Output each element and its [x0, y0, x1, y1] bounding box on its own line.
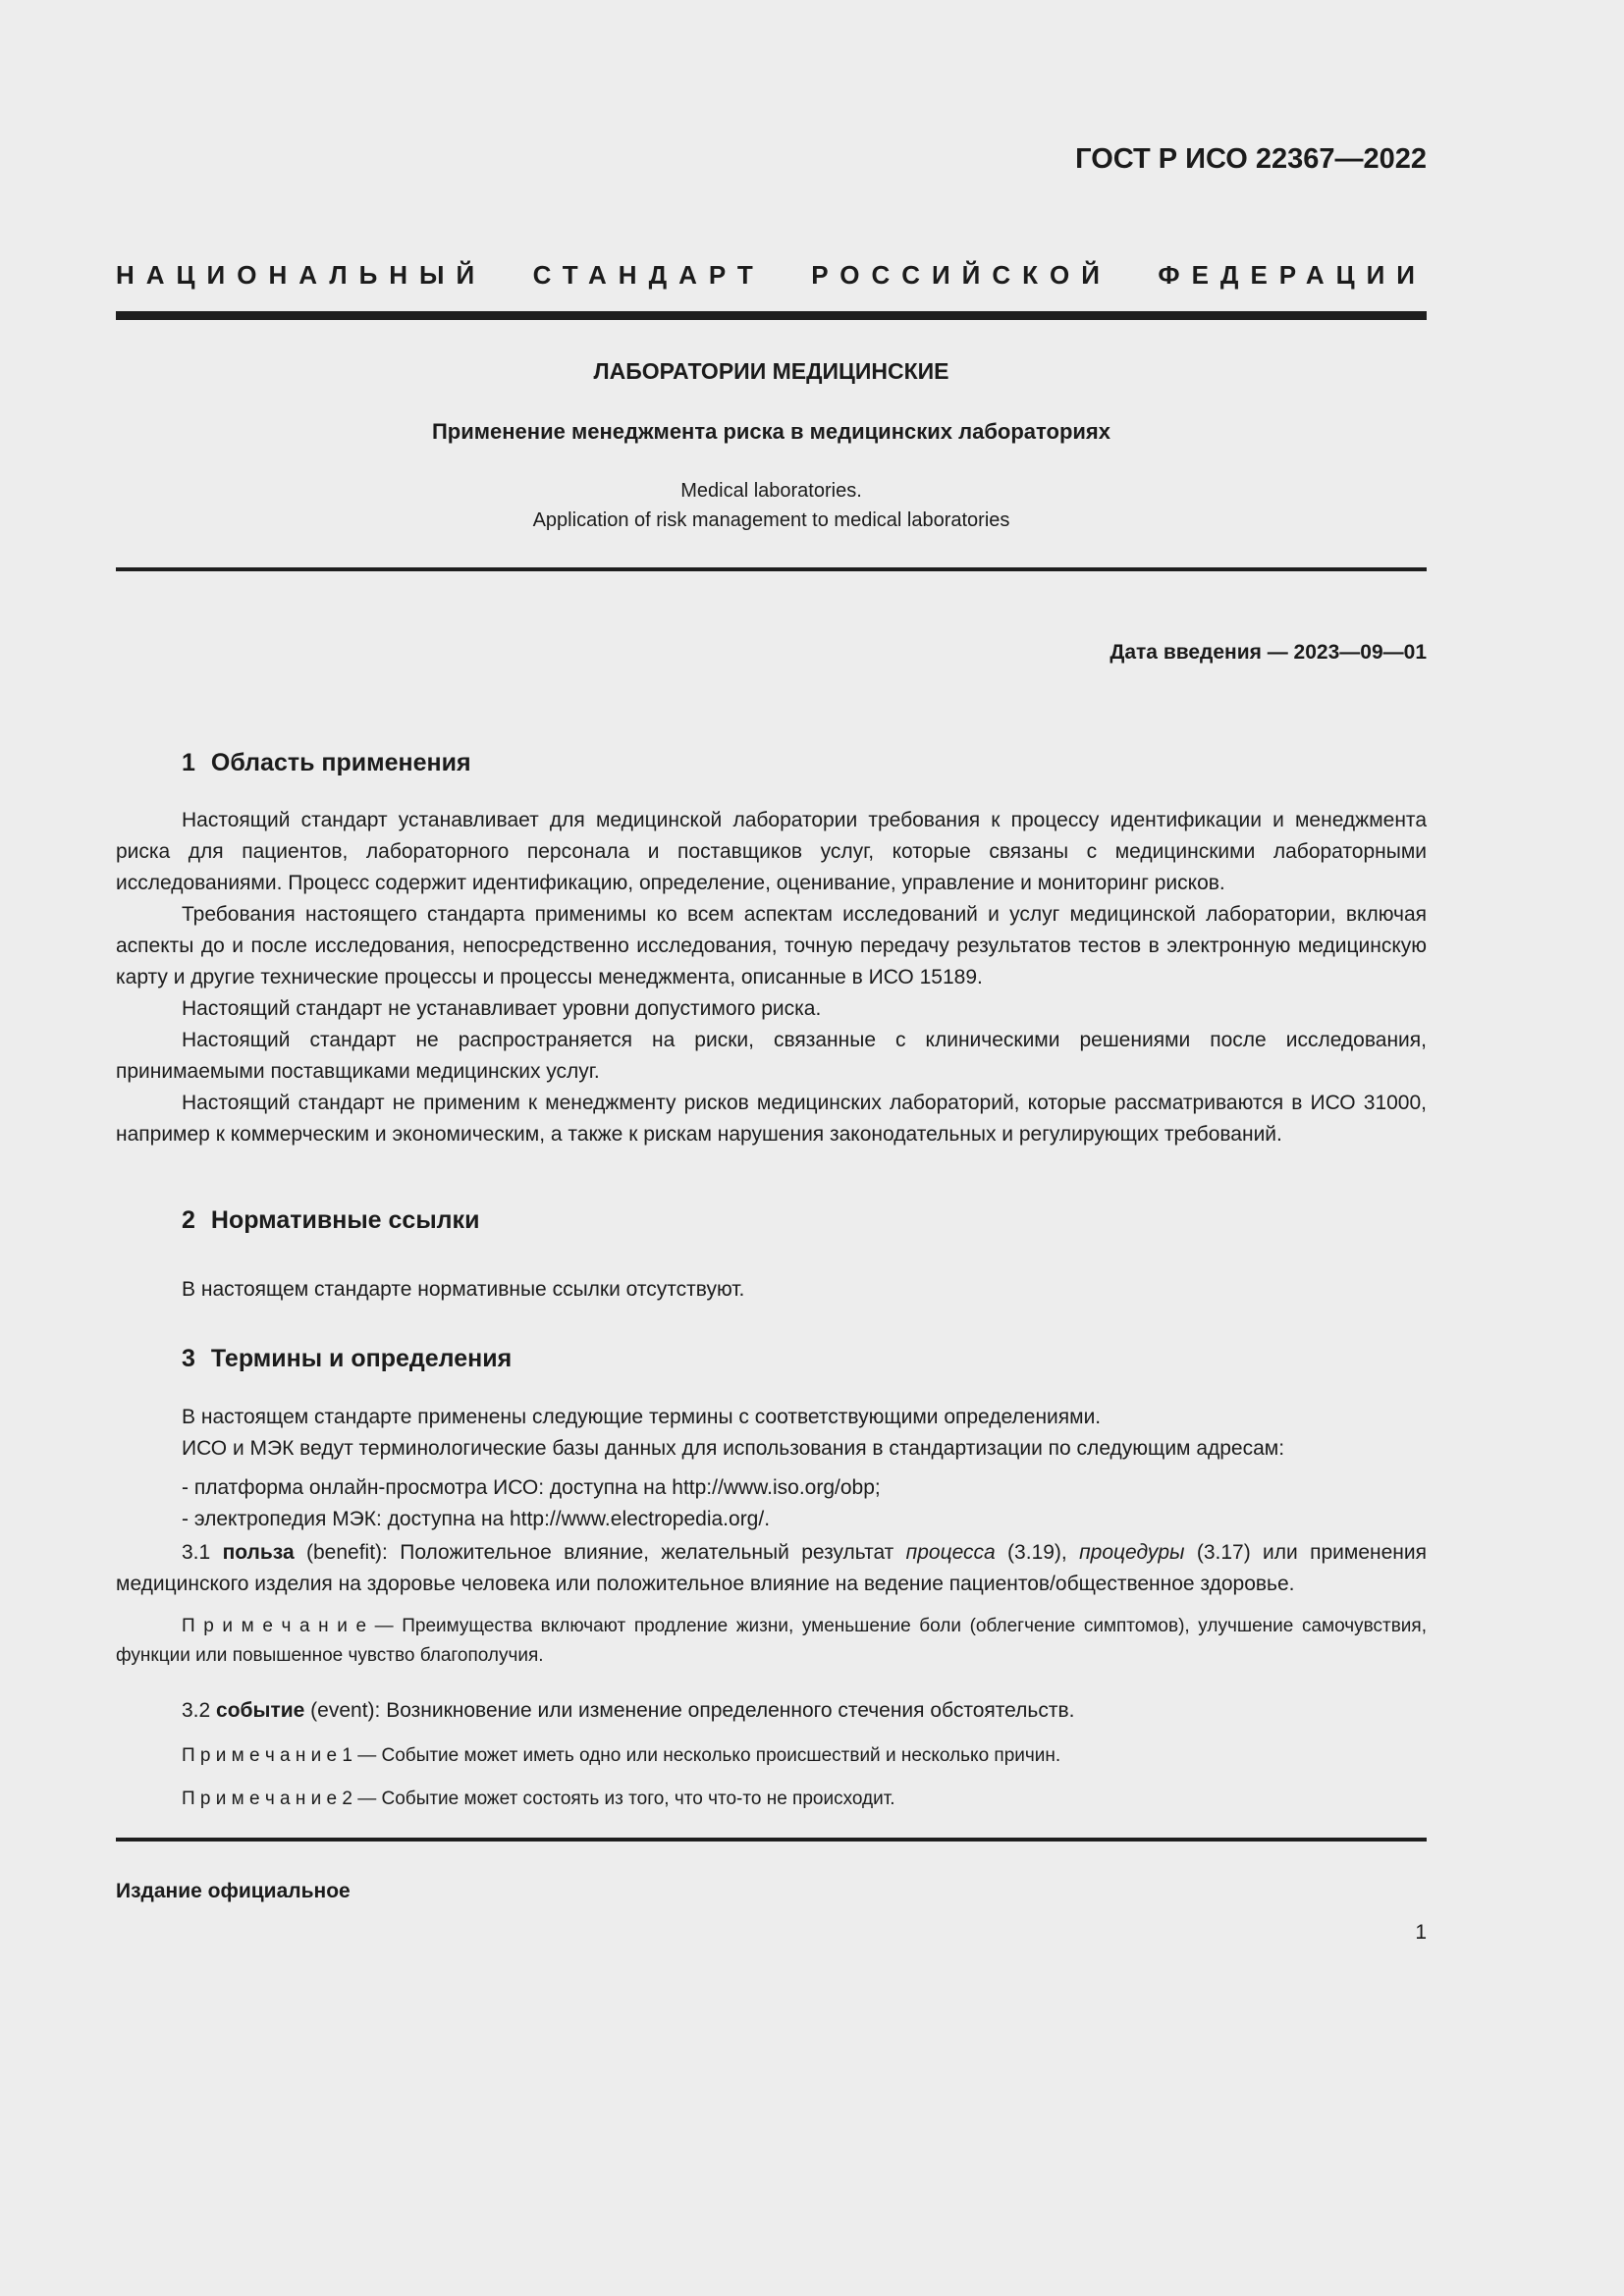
- section-1-number: 1: [182, 749, 195, 776]
- title-ru-sub: Применение менеджмента риска в медицинских лабораториях: [431, 419, 1110, 444]
- title-en-line2: Application of risk management to medical laboratories: [532, 509, 1010, 531]
- federal-standard-header: НАЦИОНАЛЬНЫЙ СТАНДАРТ РОССИЙСКОЙ ФЕДЕРАЦИИ: [116, 260, 1427, 290]
- footer-divider: [116, 1838, 1427, 1842]
- paragraph: Требования настоящего стандарта применимы ко всем аспектам исследований и услуг медицинской лаборатории, включая аспекты до и после исследования, непосредственно исследования, точную передачу результатов тестов в электронную медицинскую карту и другие технические процессы и процессы менеджмента, описанные в ИСО 15189.: [116, 903, 1427, 988]
- paragraph: Настоящий стандарт не устанавливает уровни допустимого риска.: [182, 997, 822, 1020]
- paragraph: Настоящий стандарт устанавливает для медицинской лаборатории требования к процессу идентификации и менеджмента риска для пациентов, лабораторного персонала и поставщиков услуг, которые связаны с медицинскими лабораторными исследованиями. Процесс содержит идентификацию, определение, оценивание, управление и мониторинг рисков.: [116, 809, 1427, 894]
- section-1-heading-text: Область применения: [210, 749, 471, 776]
- page-number: 1: [1415, 1921, 1427, 1944]
- term-3-2-note-2: П р и м е ч а н и е 2 — Событие может состоять из того, что что-то не происходит.: [182, 1789, 895, 1809]
- term-3-1-note: П р и м е ч а н и е — Преимущества включают продление жизни, уменьшение боли (облегчение симптомов), улучшение самочувствия, функции или повышенное чувство благополучия.: [116, 1616, 1427, 1666]
- paragraph: Настоящий стандарт не распространяется на риски, связанные с клиническими решениями после исследования, принимаемыми поставщиками медицинских услуг.: [116, 1029, 1427, 1083]
- section-2-title: [116, 1205, 1427, 1235]
- paragraph: Настоящий стандарт не применим к менеджменту рисков медицинских лабораторий, которые рассматриваются в ИСО 31000, например к коммерческим и экономическим, а также к рискам нарушения законодательных и регулирующих требований.: [116, 1092, 1427, 1146]
- doc-number: ГОСТ Р ИСО 22367—2022: [1075, 143, 1427, 175]
- term-definition-3-1: 3.1 польза (benefit): Положительное влияние, желательный результат процесса (3.19), процедуры (3.17) или применения медицинского изделия на здоровье человека или положительное влияние на ведение пациентов/общественное здоровье.: [116, 1541, 1427, 1595]
- section-3-heading-text: Термины и определения: [210, 1345, 513, 1372]
- effective-date: Дата введения — 2023—09—01: [1110, 641, 1427, 664]
- term-definition-3-2: 3.2 событие (event): Возникновение или изменение определенного стечения обстоятельств.: [182, 1699, 1075, 1722]
- list-item: - электропедия МЭК: доступна на http://www.electropedia.org/.: [182, 1508, 771, 1530]
- edition-note: Издание официальное: [116, 1880, 351, 1902]
- section-2-heading-text: Нормативные ссылки: [210, 1206, 480, 1234]
- section-2-number: 2: [182, 1206, 195, 1234]
- paragraph: В настоящем стандарте применены следующие термины с соответствующими определениями.: [182, 1406, 1102, 1428]
- term-3-2-note-1: П р и м е ч а н и е 1 — Событие может иметь одно или несколько происшествий и несколько причин.: [182, 1745, 1061, 1766]
- paragraph: ИСО и МЭК ведут терминологические базы данных для использования в стандартизации по следующим адресам:: [182, 1437, 1285, 1460]
- title-ru-main: ЛАБОРАТОРИИ МЕДИЦИНСКИЕ: [593, 358, 949, 384]
- list-item: - платформа онлайн-просмотра ИСО: доступна на http://www.iso.org/obp;: [182, 1476, 881, 1499]
- paragraph: В настоящем стандарте нормативные ссылки отсутствуют.: [182, 1278, 745, 1301]
- title-en-line1: Medical laboratories.: [680, 480, 862, 502]
- divider-thin: [116, 567, 1427, 571]
- section-3-title: [116, 1344, 1427, 1373]
- divider-thick: [116, 311, 1427, 320]
- title-en-block: [116, 476, 1427, 535]
- section-3-number: 3: [182, 1345, 195, 1372]
- section-1-title: [116, 748, 1427, 777]
